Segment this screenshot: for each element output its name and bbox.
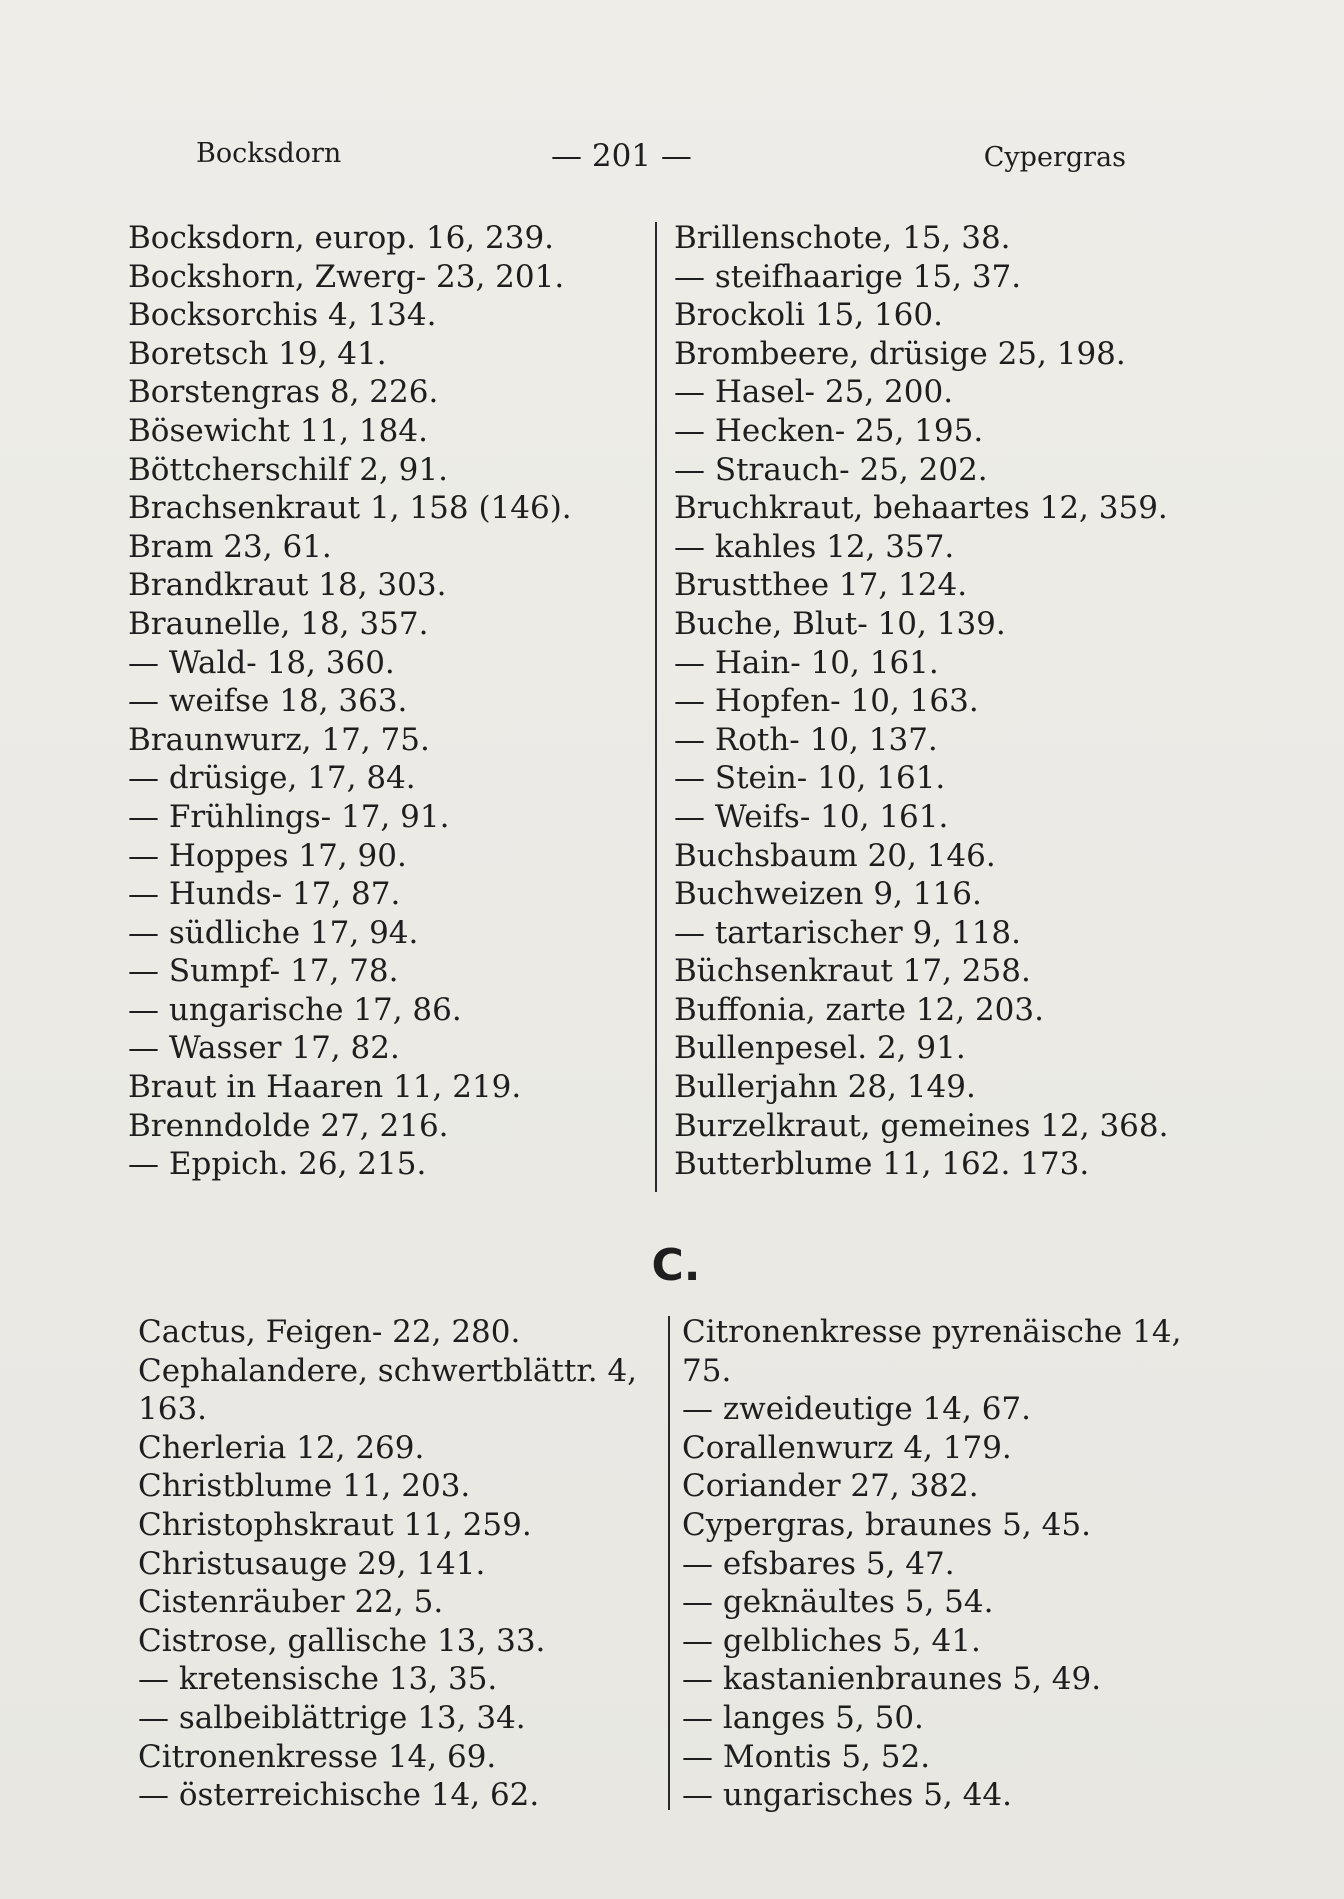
index-entry: Christophskraut 11, 259. [138, 1506, 532, 1543]
index-entry: Braut in Haaren 11, 219. [128, 1069, 522, 1106]
index-entry: — langes 5, 50. [682, 1699, 924, 1736]
index-entry: — zweideutige 14, 67. [682, 1391, 1032, 1428]
page-number: — 201 — [551, 138, 692, 174]
index-entry: — salbeiblättrige 13, 34. [138, 1699, 526, 1736]
index-entry: — steifhaarige 15, 37. [674, 258, 1022, 295]
index-entry: Citronenkresse pyrenäische 14, [682, 1314, 1182, 1350]
index-entry: Brockoli 15, 160. [674, 297, 943, 334]
index-entry: Böttcherschilf 2, 91. [128, 451, 448, 488]
index-entry: Christblume 11, 203. [138, 1468, 471, 1505]
index-entry: Corallenwurz 4, 179. [682, 1429, 1012, 1466]
index-entry: Buffonia, zarte 12, 203. [674, 991, 1044, 1028]
index-entry: Buchweizen 9, 116. [674, 876, 982, 913]
index-entry: — weifse 18, 363. [128, 683, 408, 720]
index-entry: Burzelkraut, gemeines 12, 368. [674, 1107, 1169, 1144]
index-entry: — geknäultes 5, 54. [682, 1584, 994, 1621]
index-entry: — Hasel- 25, 200. [674, 374, 954, 411]
index-entry: Borstengras 8, 226. [128, 374, 439, 411]
column-divider [655, 222, 657, 1192]
index-entry: — Hunds- 17, 87. [128, 876, 401, 913]
index-entry: — österreichische 14, 62. [138, 1777, 540, 1814]
index-entry: — Strauch- 25, 202. [674, 451, 988, 488]
index-entry: — Hopfen- 10, 163. [674, 683, 979, 720]
header-right-catchword: Cypergras [983, 142, 1126, 173]
index-entry: — südliche 17, 94. [128, 914, 419, 951]
index-entry: — Wasser 17, 82. [128, 1030, 400, 1067]
index-entry: 163. [138, 1391, 208, 1428]
index-entry: — Hecken- 25, 195. [674, 412, 984, 449]
section-heading: C. [651, 1240, 701, 1291]
index-entry: Buchsbaum 20, 146. [674, 837, 996, 874]
index-entry: Cactus, Feigen- 22, 280. [138, 1314, 521, 1350]
index-entry: — Hain- 10, 161. [674, 644, 939, 681]
page-header [196, 138, 1126, 178]
index-entry: — efsbares 5, 47. [682, 1545, 955, 1582]
index-entry: Bocksdorn, europ. 16, 239. [128, 220, 555, 256]
index-entry: Braunwurz, 17, 75. [128, 721, 430, 758]
index-entry: — kahles 12, 357. [674, 528, 955, 565]
index-entry: — ungarisches 5, 44. [682, 1777, 1012, 1814]
index-entry: Brillenschote, 15, 38. [674, 220, 1011, 256]
index-entry: Christusauge 29, 141. [138, 1545, 486, 1582]
index-entry: Buche, Blut- 10, 139. [674, 605, 1006, 642]
index-entry: — Weifs- 10, 161. [674, 798, 949, 835]
index-entry: Brombeere, drüsige 25, 198. [674, 335, 1126, 372]
index-column-c-left [138, 1313, 637, 1815]
index-entry: Cephalandere, schwertblättr. 4, [138, 1352, 638, 1389]
index-entry: Cistenräuber 22, 5. [138, 1584, 444, 1621]
index-entry: Braunelle, 18, 357. [128, 605, 429, 642]
index-entry: Bullerjahn 28, 149. [674, 1069, 976, 1106]
index-entry: Brustthee 17, 124. [674, 567, 968, 604]
header-left-catchword: Bocksdorn [196, 138, 342, 169]
column-divider [668, 1316, 670, 1810]
index-entry: — tartarischer 9, 118. [674, 914, 1021, 951]
index-entry: Cistrose, gallische 13, 33. [138, 1622, 546, 1659]
index-entry: Boretsch 19, 41. [128, 335, 387, 372]
index-entry: — kretensische 13, 35. [138, 1661, 498, 1698]
index-column-c-right [682, 1313, 1181, 1815]
index-entry: Cypergras, braunes 5, 45. [682, 1506, 1091, 1543]
index-entry: — Sumpf- 17, 78. [128, 953, 399, 990]
index-entry: Brachsenkraut 1, 158 (146). [128, 490, 572, 527]
index-entry: — Roth- 10, 137. [674, 721, 938, 758]
index-entry: — ungarische 17, 86. [128, 991, 462, 1028]
index-entry: Brenndolde 27, 216. [128, 1107, 449, 1144]
index-column-b-left [128, 219, 572, 1184]
index-entry: Butterblume 11, 162. 173. [674, 1146, 1090, 1183]
index-entry: Bösewicht 11, 184. [128, 412, 428, 449]
index-entry: Bocksorchis 4, 134. [128, 297, 437, 334]
index-entry: Büchsenkraut 17, 258. [674, 953, 1031, 990]
index-entry: — Stein- 10, 161. [674, 760, 946, 797]
index-entry: Bram 23, 61. [128, 528, 332, 565]
index-entry: — kastanienbraunes 5, 49. [682, 1661, 1102, 1698]
index-entry: — Frühlings- 17, 91. [128, 798, 450, 835]
index-entry: 75. [682, 1352, 732, 1389]
index-entry: — drüsige, 17, 84. [128, 760, 416, 797]
index-entry: Bullenpesel. 2, 91. [674, 1030, 966, 1067]
index-entry: Bruchkraut, behaartes 12, 359. [674, 490, 1168, 527]
index-entry: — Wald- 18, 360. [128, 644, 395, 681]
index-entry: — Eppich. 26, 215. [128, 1146, 427, 1183]
index-entry: Brandkraut 18, 303. [128, 567, 447, 604]
index-entry: — Montis 5, 52. [682, 1738, 931, 1775]
index-entry: Coriander 27, 382. [682, 1468, 979, 1505]
index-entry: — gelbliches 5, 41. [682, 1622, 981, 1659]
index-entry: Cherleria 12, 269. [138, 1429, 425, 1466]
index-entry: Citronenkresse 14, 69. [138, 1738, 497, 1775]
index-entry: — Hoppes 17, 90. [128, 837, 407, 874]
index-entry: Bockshorn, Zwerg- 23, 201. [128, 258, 565, 295]
index-column-b-right [674, 219, 1168, 1184]
